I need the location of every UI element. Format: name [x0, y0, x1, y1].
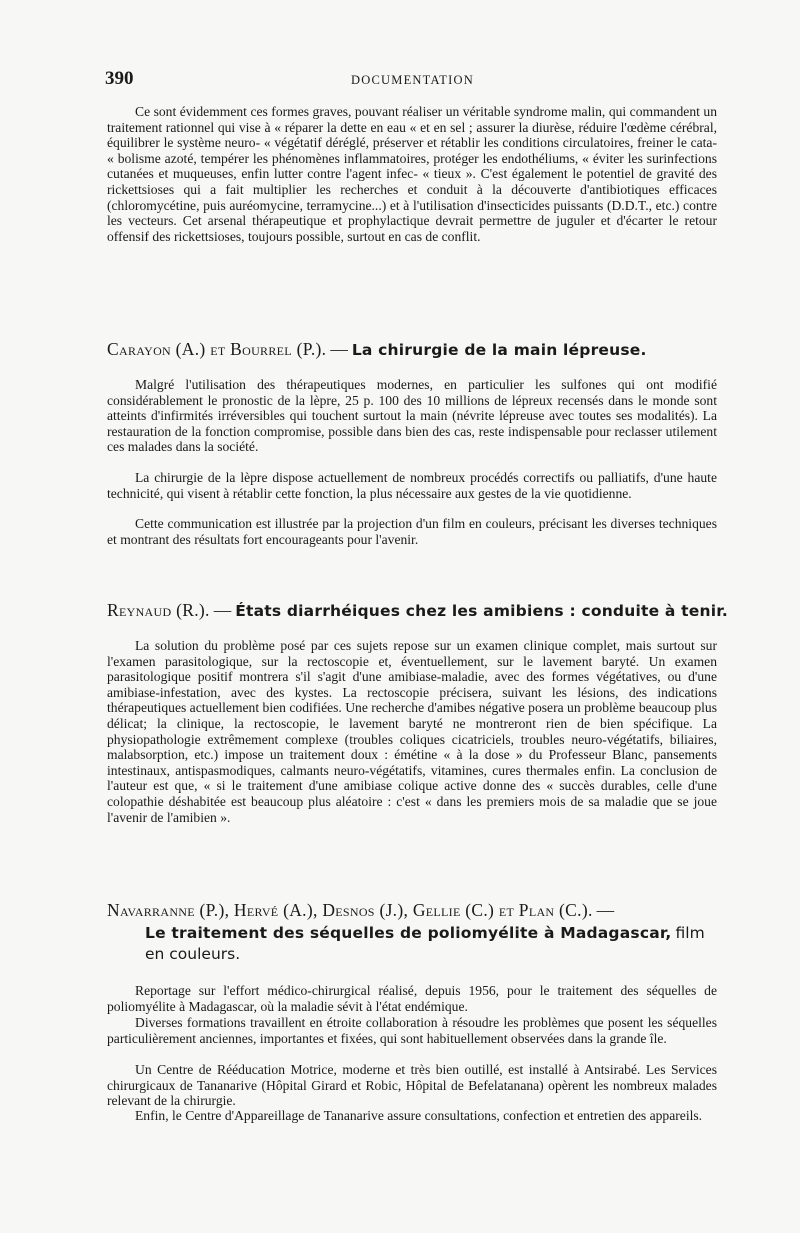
entry-paragraph: La chirurgie de la lèpre dispose actuellement de nombreux procédés correctifs ou palliatifs, d'une haute technicité, qui visent à rétablir cette fonction, la plus nécessaire aux gestes de la vie quotidienne.	[107, 470, 717, 501]
intro-paragraph: Ce sont évidemment ces formes graves, pouvant réaliser un véritable syndrome malin, qui commandent un traitement rationnel qui vise à « réparer la dette en eau « et en sel ; assurer la diurèse, réduire l'œdème cérébral, équilibrer le système neuro- « végétatif déréglé, préserver et rétablir les conditions circulatoires, freiner le cata- « bolisme azoté, tempérer les phénomènes inflammatoires, protéger les endothéliums, « éviter les surinfections cutanées et muqueuses, enfin lutter contre l'agent infec- « tieux ». C'est également le potentiel de gravité des rickettsioses qui a fait multiplier les recherches et conduit à la découverte d'antibiotiques efficaces (chloromycétine, puis auréomycine, terramycine...) et à l'utilisation d'insecticides puissants (D.D.T., etc.) contre les vecteurs. Cet arsenal thérapeutique et prophylactique devrait permettre de juguler et d'écarter le retour offensif des rickettsioses, toujours possible, surtout en cas de conflit.	[107, 104, 717, 244]
entry-title-block	[145, 923, 725, 965]
entry-title-suffix: film en couleurs.	[145, 924, 705, 963]
page-header	[105, 68, 720, 98]
entry-authors: Carayon (A.) et Bourrel (P.).	[107, 339, 327, 359]
entry-authors: Reynaud (R.).	[107, 600, 210, 620]
entry-heading	[107, 899, 722, 921]
entry-paragraph: Reportage sur l'effort médico-chirurgical réalisé, depuis 1956, pour le traitement des séquelles de poliomyélite à Madagascar, où la maladie sévit à l'état endémique.	[107, 983, 717, 1014]
entry-title: Le traitement des séquelles de poliomyélite à Madagascar,	[145, 924, 672, 942]
entry-title: États diarrhéiques chez les amibiens : conduite à tenir.	[235, 602, 728, 620]
entry-paragraph: Enfin, le Centre d'Appareillage de Tananarive assure consultations, confection et entretien des appareils.	[135, 1108, 703, 1123]
entry-paragraph: La solution du problème posé par ces sujets repose sur un examen clinique complet, mais surtout sur l'examen parasitologique, sur la rectoscopie et, éventuellement, sur le lavement baryté. Un examen parasitologique positif montrera s'il s'agit d'une amibiase-maladie, avec des formes végétatives, ou d'une amibiase-infestation, avec des kystes. La rectoscopie précisera, suivant les lésions, des indications thérapeutiques actuellement bien codifiées. Une recherche d'amibes négative posera un problème beaucoup plus délicat; la clinique, la rectoscopie, le lavement baryté ne montreront rien de bien spécifique. La physiopathologie extrêmement complexe (troubles coliques cicatriciels, troubles neuro-végétatifs, biliaires, malabsorption, etc.) impose un traitement doux : émétine « à la dose » du Professeur Blanc, pansements intestinaux, antispasmodiques, calmants neuro-végétatifs, vitamines, cures thermales enfin. La conclusion de l'auteur est que, « si le traitement d'une amibiase colique active donne des « succès durables, celle d'une colopathie déshabitée est beaucoup plus aléatoire : c'est « dans les premiers mois de sa maladie que se joue l'avenir de l'amibien ».	[107, 638, 717, 825]
entry-dash: —	[330, 339, 348, 359]
entry-paragraph: Malgré l'utilisation des thérapeutiques modernes, en particulier les sulfones qui ont modifié considérablement le pronostic de la lèpre, 25 p. 100 des 10 millions de lépreux recensés dans le monde sont atteints d'infirmités irréversibles qui touchent surtout la main (névrite lépreuse avec toutes ses modalités). La restauration de la fonction compromise, possible dans bien des cas, reste indispensable pour reclasser utilement ces malades dans la société.	[107, 377, 717, 455]
entry-paragraph: Un Centre de Rééducation Motrice, moderne et très bien outillé, est installé à Antsirabé. Les Services chirurgicaux de Tananarive (Hôpital Girard et Robic, Hôpital de Befelatanana) opèrent les nombreux malades relevant de la chirurgie.	[107, 1062, 717, 1109]
entry-paragraph: Cette communication est illustrée par la projection d'un film en couleurs, précisant les diverses techniques et montrant des résultats fort encourageants pour l'avenir.	[107, 516, 717, 547]
page-number: 390	[105, 68, 134, 89]
entry-authors: Navarranne (P.), Hervé (A.), Desnos (J.), Gellie (C.) et Plan (C.).	[107, 900, 593, 920]
entry-dash: —	[596, 900, 615, 920]
entry-heading	[107, 338, 722, 361]
entry-paragraph: Diverses formations travaillent en étroite collaboration à résoudre les problèmes que posent les séquelles particulièrement anciennes, importantes et fixées, qui sont habituellement observées dans la grande île.	[107, 1015, 717, 1046]
running-head: DOCUMENTATION	[351, 73, 474, 87]
entry-title: La chirurgie de la main lépreuse.	[351, 341, 647, 359]
entry-dash: —	[213, 600, 232, 620]
entry-heading	[107, 599, 728, 622]
